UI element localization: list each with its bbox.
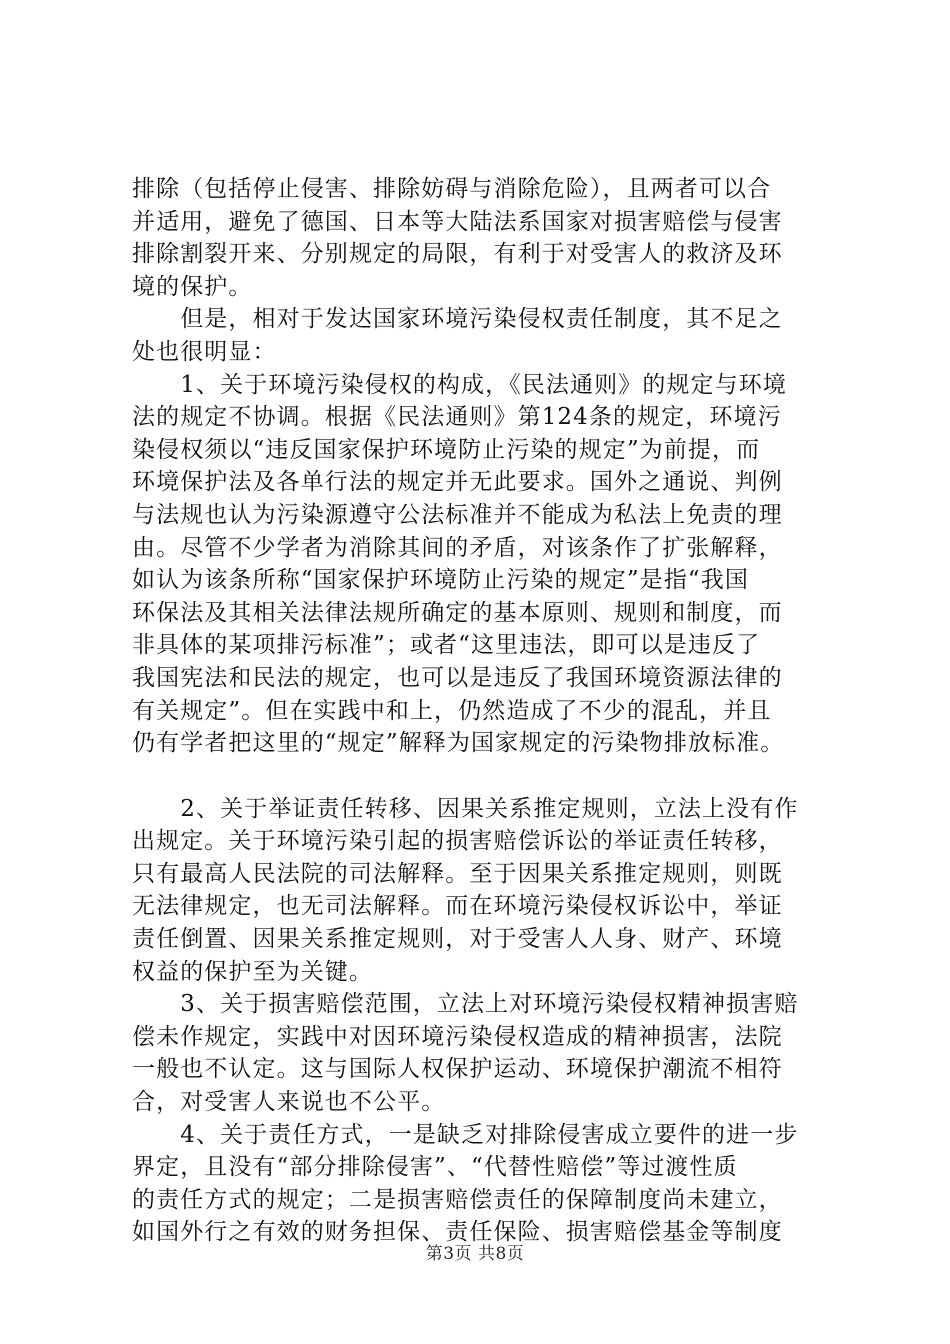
text-line: 排除割裂开来、分别规定的局限，有利于对受害人的救济及环 xyxy=(132,241,783,268)
text-line: 并适用，避免了德国、日本等大陆法系国家对损害赔偿与侵害 xyxy=(132,208,783,235)
text-line: 与法规也认为污染源遵守公法标准并不能成为私法上免责的理 xyxy=(132,501,783,528)
text-line: 2、关于举证责任转移、因果关系推定规则，立法上没有作 xyxy=(132,795,799,822)
text-line: 有关规定”。但在实践中和上，仍然造成了不少的混乱，并且 xyxy=(132,697,772,724)
text-line: 出规定。关于环境污染引起的损害赔偿诉讼的举证责任转移， xyxy=(132,828,783,855)
text-line: 如认为该条所称“国家保护环境防止污染的规定”是指“我国 xyxy=(132,567,749,594)
text-line: 的责任方式的规定；二是损害赔偿责任的保障制度尚未建立， xyxy=(132,1186,783,1213)
document-body xyxy=(132,173,832,1249)
text-line: 1、关于环境污染侵权的构成，《民法通则》的规定与环境 xyxy=(132,371,787,398)
text-line: 由。尽管不少学者为消除其间的矛盾，对该条作了扩张解释， xyxy=(132,534,783,561)
text-line: 偿未作规定，实践中对因环境污染侵权造成的精神损害，法院 xyxy=(132,1023,783,1050)
text-line: 法的规定不协调。根据《民法通则》第124条的规定，环境污 xyxy=(132,404,782,431)
text-line: 无法律规定，也无司法解释。而在环境污染侵权诉讼中，举证 xyxy=(132,893,783,920)
text-line: 环境保护法及各单行法的规定并无此要求。国外之通说、判例 xyxy=(132,469,783,496)
text-line: 染侵权须以“违反国家保护环境防止污染的规定”为前提，而 xyxy=(132,436,761,463)
text-line: 一般也不认定。这与国际人权保护运动、环境保护潮流不相符 xyxy=(132,1056,783,1083)
text-line: 如国外行之有效的财务担保、责任保险、损害赔偿基金等制度 xyxy=(132,1219,783,1246)
text-line: 非具体的某项排污标准”；或者“这里违法，即可以是违反了 xyxy=(132,632,761,659)
page-number-footer: 第3页 共8页 xyxy=(425,1244,525,1264)
text-line: 排除（包括停止侵害、排除妨碍与消除危险），且两者可以合 xyxy=(132,176,772,202)
text-line: 仍有学者把这里的“规定”解释为国家规定的污染物排放标准。 xyxy=(132,730,785,757)
text-line: 4、关于责任方式，一是缺乏对排除侵害成立要件的进一步 xyxy=(132,1121,799,1148)
text-line: 责任倒置、因果关系推定规则，对于受害人人身、财产、环境 xyxy=(132,926,783,953)
text-line: 我国宪法和民法的规定，也可以是违反了我国环境资源法律的 xyxy=(132,664,783,691)
text-line: 3、关于损害赔偿范围，立法上对环境污染侵权精神损害赔 xyxy=(132,991,799,1018)
text-line: 但是，相对于发达国家环境污染侵权责任制度，其不足之 xyxy=(132,306,783,333)
text-line: 处也很明显： xyxy=(132,338,277,365)
text-line: 权益的保护至为关键。 xyxy=(132,958,373,985)
text-line: 境的保护。 xyxy=(132,273,253,300)
text-line: 环保法及其相关法律法规所确定的基本原则、规则和制度，而 xyxy=(132,599,783,626)
text-line: 只有最高人民法院的司法解释。至于因果关系推定规则，则既 xyxy=(132,860,783,887)
text-line: 合，对受害人来说也不公平。 xyxy=(132,1089,446,1116)
text-line: 界定，且没有“部分排除侵害”、“代替性赔偿”等过渡性质 xyxy=(132,1154,738,1181)
paragraph-gap xyxy=(132,760,832,793)
